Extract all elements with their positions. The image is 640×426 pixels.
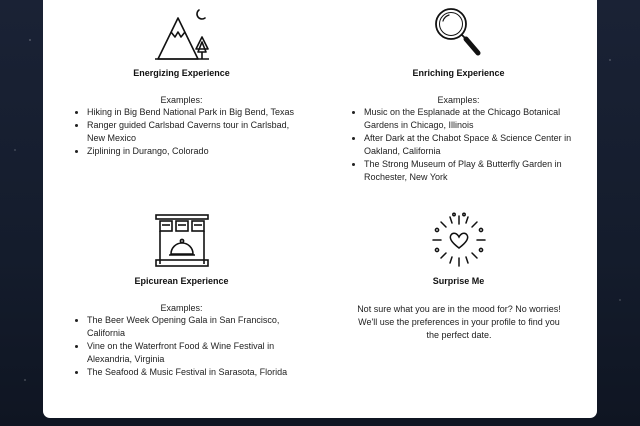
list-item: • The Seafood & Music Festival in Sarasota, Florida	[87, 366, 302, 379]
energizing-title: Energizing Experience	[133, 68, 230, 78]
list-item: • Ranger guided Carlsbad Caverns tour in Carlsbad, New Mexico	[87, 119, 302, 145]
experience-card	[43, 0, 597, 418]
list-item: • Vine on the Waterfront Food & Wine Festival in Alexandria, Virginia	[87, 340, 302, 366]
surprise-me-description: Not sure what you are in the mood for? No worries! We'll use the preferences in your profile to find you the perfect date.	[357, 304, 561, 340]
examples-list	[77, 314, 302, 379]
list-item: • Music on the Esplanade at the Chicago Botanical Gardens in Chicago, Illinois	[364, 106, 579, 132]
examples-list	[77, 106, 302, 158]
mountain-icon	[152, 4, 212, 64]
list-item: • The Strong Museum of Play & Butterfly Garden in Rochester, New York	[364, 158, 579, 184]
surprise-me-title: Surprise Me	[432, 276, 485, 286]
list-item: • The Beer Week Opening Gala in San Francisco, California	[87, 314, 302, 340]
magnifying-glass-icon	[429, 4, 489, 64]
list-item: • After Dark at the Chabot Space & Science Center in Oakland, California	[364, 132, 579, 158]
list-item: • Ziplining in Durango, Colorado	[87, 145, 302, 158]
food-counter-icon	[152, 212, 212, 272]
heart-burst-icon	[429, 212, 489, 272]
epicurean-title: Epicurean Experience	[134, 276, 229, 286]
enriching-title: Enriching Experience	[412, 68, 505, 78]
examples-label: Examples:	[160, 95, 203, 105]
examples-list	[354, 106, 579, 184]
examples-label: Examples:	[160, 303, 203, 313]
examples-label: Examples:	[437, 95, 480, 105]
list-item: • Hiking in Big Bend National Park in Big Bend, Texas	[87, 106, 302, 119]
